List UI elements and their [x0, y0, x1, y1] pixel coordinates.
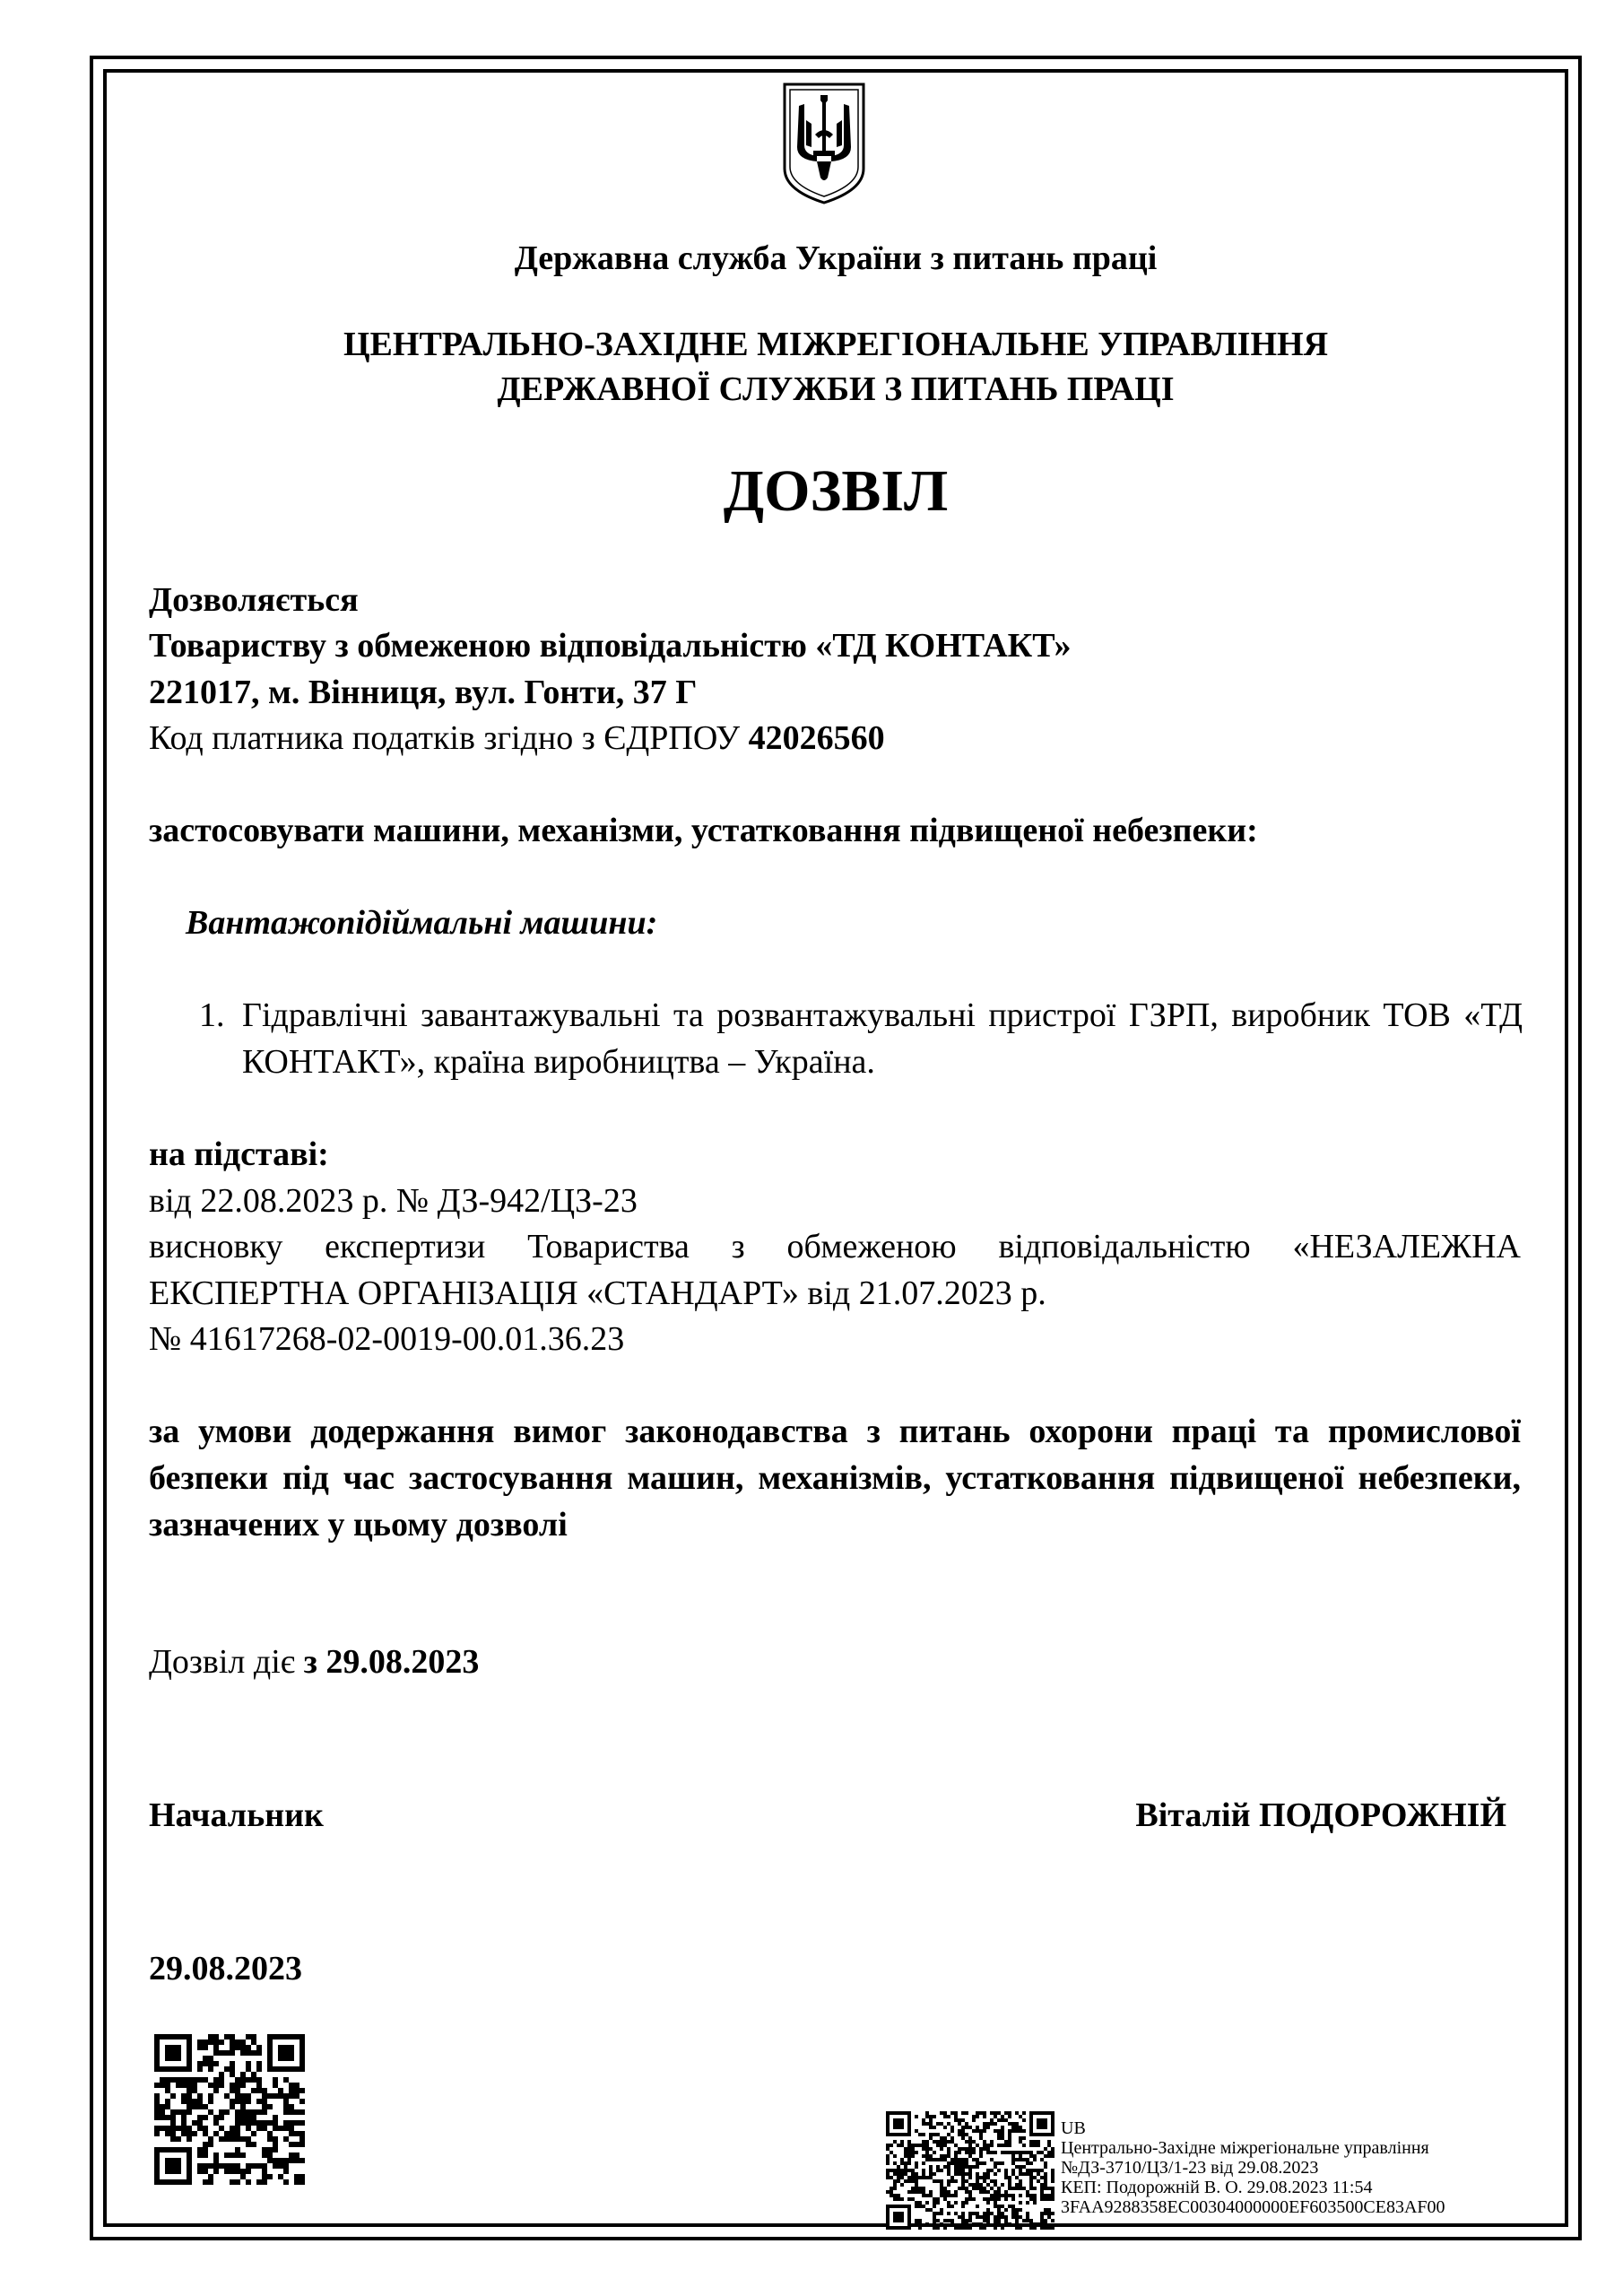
basis-label: на підставі:	[149, 1135, 329, 1173]
basis-line2: висновку експертизи Товариства з обмеженою відповідальністю «НЕЗАЛЕЖНА ЕКСПЕРТНА ОРГАНІЗАЦІЯ «СТАНДАРТ» від 21.07.2023 р.	[149, 1228, 1521, 1312]
scope-statement: застосовувати машини, механізми, устатковання підвищеної небезпеки:	[149, 812, 1258, 849]
stamp-line-4: КЕП: Подорожній В. О. 29.08.2023 11:54	[1061, 2178, 1373, 2197]
validity-line	[149, 1639, 1521, 1685]
page-title: ДОЗВІЛ	[723, 458, 949, 524]
stamp-line-5: 3FAA9288358EC00304000000EF603500CE83AF00	[1061, 2197, 1445, 2217]
validity-date: 29.08.2023	[325, 1643, 480, 1681]
trident-emblem-icon	[781, 81, 867, 206]
tax-code-label: Код платника податків згідно з ЄДРПОУ	[149, 719, 749, 757]
signatory-name: Віталій ПОДОРОЖНІЙ	[1135, 1796, 1506, 1834]
stamp-line-3: №ДЗ-3710/ЦЗ/1-23 від 29.08.2023	[1061, 2158, 1319, 2178]
qr-code-icon	[154, 2034, 305, 2185]
stamp-line-2: Центрально-Західне міжрегіональне управління	[1061, 2138, 1429, 2158]
basis-line1: від 22.08.2023 р. № ДЗ-942/ЦЗ-23	[149, 1182, 638, 1220]
office-name-line1: ЦЕНТРАЛЬНО-ЗАХІДНЕ МІЖРЕГІОНАЛЬНЕ УПРАВЛІННЯ	[343, 326, 1329, 363]
qr-code-icon	[886, 2111, 1055, 2230]
agency-name: Державна служба України з питань праці	[514, 239, 1158, 277]
item-number: 1.	[199, 996, 225, 1034]
office-name-line2: ДЕРЖАВНОЇ СЛУЖБИ З ПИТАНЬ ПРАЦІ	[497, 370, 1175, 408]
validity-prefix: з	[303, 1643, 326, 1681]
e-signature-stamp	[1061, 2118, 1445, 2217]
grantee-name: Товариству з обмеженою відповідальністю «ТД КОНТАКТ»	[149, 627, 1072, 665]
item-text: Гідравлічні завантажувальні та розвантажувальні пристрої ГЗРП, виробник ТОВ «ТД КОНТАКТ», країна виробництва – Україна.	[242, 996, 1523, 1081]
condition-text: за умови додержання вимог законодавства з питань охорони праці та промислової безпеки під час застосування машин, механізмів, устатковання підвищеної небезпеки, зазначених у цьому дозволі	[149, 1413, 1521, 1544]
scope-category: Вантажопідіймальні машини:	[186, 904, 658, 942]
stamp-line-1: UB	[1061, 2118, 1086, 2138]
grantee-address: 221017, м. Вінниця, вул. Гонти, 37 Г	[149, 674, 698, 711]
basis-line3: № 41617268-02-0019-00.01.36.23	[149, 1320, 625, 1358]
tax-code-line	[149, 715, 1521, 761]
grantee-intro: Дозволяється	[149, 581, 359, 619]
validity-label: Дозвіл діє	[149, 1643, 304, 1681]
signatory-position: Начальник	[149, 1796, 324, 1834]
tax-code-value: 42026560	[748, 719, 885, 757]
document-date: 29.08.2023	[149, 1950, 302, 1987]
